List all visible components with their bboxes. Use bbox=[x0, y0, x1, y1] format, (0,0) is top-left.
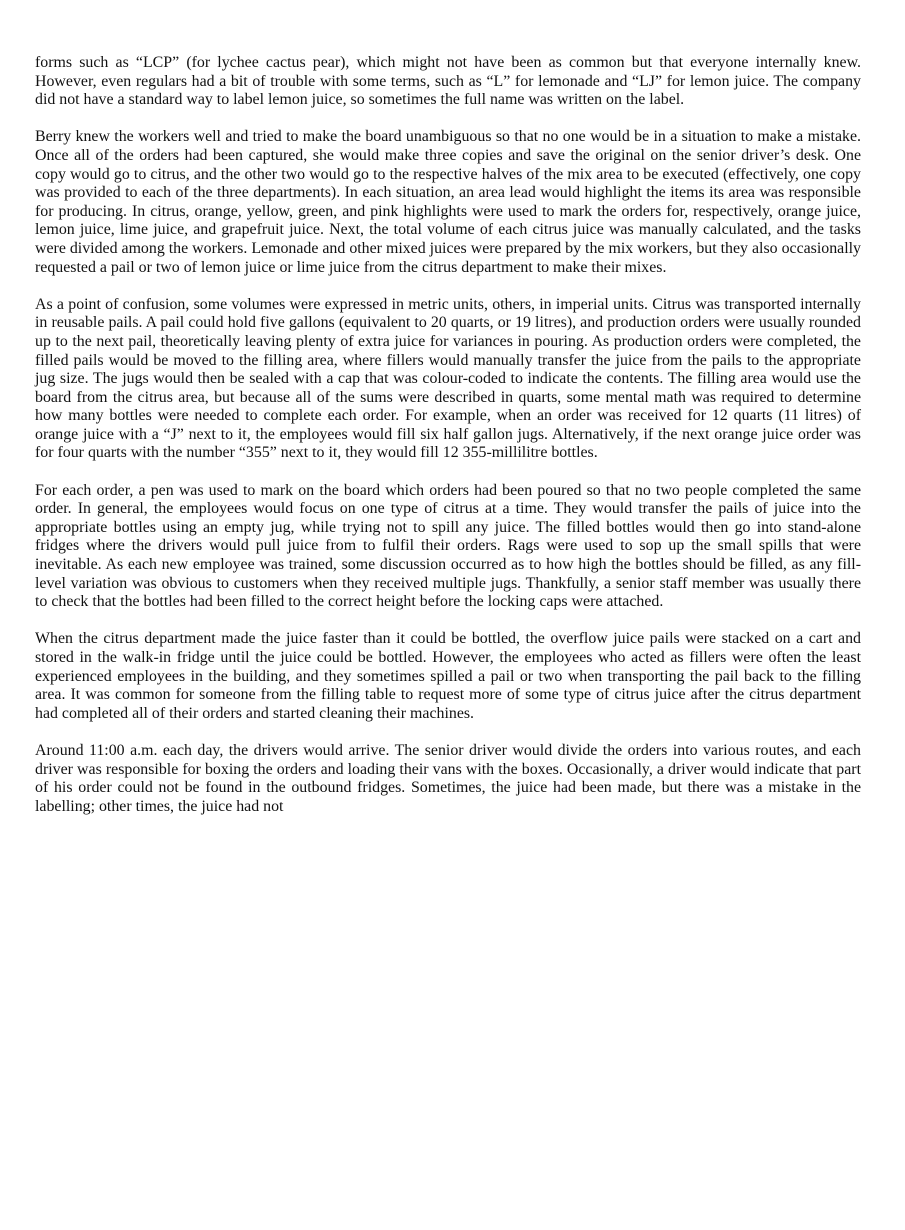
paragraph-order-marking: For each order, a pen was used to mark on the board which orders had been poured so that no two people completed the same order. In general, the employees would focus on one type of citrus at a time. They would transfer the pails of juice into the appropriate bottles using an empty jug, while trying not to spill any juice. The filled bottles would then go into stand-alone fridges where the drivers would pull juice from to fulfil their orders. Rags were used to sop up the small spills that were inevitable. As each new employee was trained, some discussion occurred as to how high the bottles should be filled, as any fill-level variation was obvious to customers when they received multiple jugs. Thankfully, a senior staff member was usually there to check that the bottles had been filled to the correct height before the locking caps were attached. bbox=[35, 481, 861, 611]
paragraph-volume-units: As a point of confusion, some volumes were expressed in metric units, others, in imperial units. Citrus was transported internally in reusable pails. A pail could hold five gallons (equivalent to 20 quarts, or 19 litres), and production orders were usually rounded up to the next pail, theoretically leaving plenty of extra juice for variances in pouring. As production orders were completed, the filled pails would be moved to the filling area, where fillers would manually transfer the juice from the pails to the appropriate jug size. The jugs would then be sealed with a cap that was colour-coded to indicate the contents. The filling area would use the board from the citrus area, but because all of the sums were described in quarts, some mental math was required to determine how many bottles were needed to complete each order. For example, when an order was received for 12 quarts (11 litres) of orange juice with a “J” next to it, the employees would fill six half gallon jugs. Alternatively, if the next orange juice order was for four quarts with the number “355” next to it, they would fill 12 355-millilitre bottles. bbox=[35, 295, 861, 462]
paragraph-drivers: Around 11:00 a.m. each day, the drivers would arrive. The senior driver would divide the orders into various routes, and each driver was responsible for boxing the orders and loading their vans with the boxes. Occasionally, a driver would indicate that part of his order could not be found in the outbound fridges. Sometimes, the juice had been made, but there was a mistake in the labelling; other times, the juice had not bbox=[35, 741, 861, 815]
paragraph-label-terms: forms such as “LCP” (for lychee cactus pear), which might not have been as common but that everyone internally knew. However, even regulars had a bit of trouble with some terms, such as “L” for lemonade and “LJ” for lemon juice. The company did not have a standard way to label lemon juice, so sometimes the full name was written on the label. bbox=[35, 54, 861, 109]
paragraph-board-copies: Berry knew the workers well and tried to make the board unambiguous so that no one would be in a situation to make a mistake. Once all of the orders had been captured, she would make three copies and save the original on the senior driver’s desk. One copy would go to citrus, and the other two would go to the respective halves of the mix area to be executed (effectively, one copy was provided to each of the three departments). In each situation, an area lead would highlight the items its area was responsible for producing. In citrus, orange, yellow, green, and pink highlights were used to mark the orders for, respectively, orange juice, lemon juice, lime juice, and grapefruit juice. Next, the total volume of each citrus juice was manually calculated, and the tasks were divided among the workers. Lemonade and other mixed juices were prepared by the mix workers, but they also occasionally requested a pail or two of lemon juice or lime juice from the citrus department to make their mixes. bbox=[35, 128, 861, 276]
paragraph-overflow-juice: When the citrus department made the juice faster than it could be bottled, the overflow juice pails were stacked on a cart and stored in the walk-in fridge until the juice could be bottled. However, the employees who acted as fillers were often the least experienced employees in the building, and they sometimes spilled a pail or two when transporting the pail back to the filling area. It was common for someone from the filling table to request more of some type of citrus juice after the citrus department had completed all of their orders and started cleaning their machines. bbox=[35, 630, 861, 722]
